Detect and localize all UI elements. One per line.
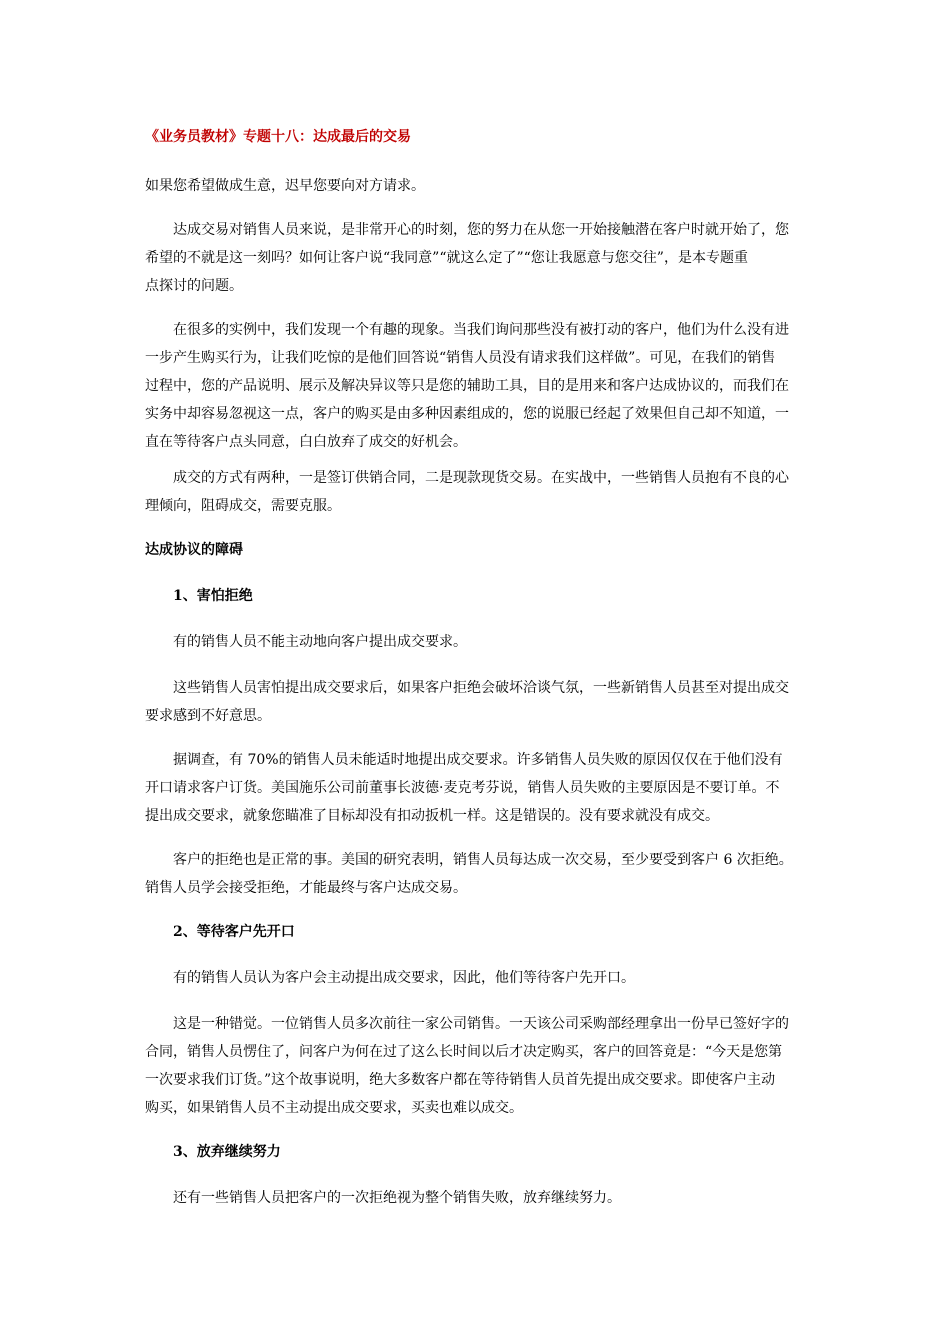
paragraph-line: 客户的拒绝也是正常的事。美国的研究表明，销售人员每达成一次交易，至少要受到客户 6 次拒绝。 [173, 852, 793, 868]
paragraph-line: 一步产生购买行为，让我们吃惊的是他们回答说“销售人员没有请求我们这样做”。可见，在我们的销售 [145, 350, 776, 366]
paragraph-line: 实务中却容易忽视这一点，客户的购买是由多种因素组成的，您的说服已经起了效果但自己却不知道，一 [145, 406, 789, 422]
subheading-3: 3、放弃继续努力 [173, 1144, 281, 1160]
subheading-1: 1、害怕拒绝 [173, 588, 253, 604]
document-title: 《业务员教材》专题十八：达成最后的交易 [145, 129, 411, 145]
paragraph-line: 过程中，您的产品说明、展示及解决异议等只是您的辅助工具，目的是用来和客户达成协议的，而我们在 [145, 378, 789, 394]
paragraph-line: 开口请求客户订货。美国施乐公司前董事长波德·麦克考芬说，销售人员失败的主要原因是不要订单。不 [145, 780, 780, 796]
subheading-2: 2、等待客户先开口 [173, 924, 295, 940]
paragraph-line: 销售人员学会接受拒绝，才能最终与客户达成交易。 [145, 880, 467, 896]
paragraph-line: 直在等待客户点头同意，白白放弃了成交的好机会。 [145, 434, 467, 450]
paragraph-line: 有的销售人员不能主动地向客户提出成交要求。 [173, 634, 467, 650]
paragraph-line: 购买，如果销售人员不主动提出成交要求，买卖也难以成交。 [145, 1100, 523, 1116]
paragraph-line: 在很多的实例中，我们发现一个有趣的现象。当我们询问那些没有被打动的客户，他们为什么没有进 [173, 322, 789, 338]
paragraph-line: 点探讨的问题。 [145, 278, 243, 294]
intro-paragraph: 如果您希望做成生意，迟早您要向对方请求。 [145, 178, 425, 194]
paragraph-line: 有的销售人员认为客户会主动提出成交要求，因此，他们等待客户先开口。 [173, 970, 635, 986]
paragraph-line: 还有一些销售人员把客户的一次拒绝视为整个销售失败，放弃继续努力。 [173, 1190, 621, 1206]
paragraph-line: 要求感到不好意思。 [145, 708, 271, 724]
paragraph-line: 成交的方式有两种，一是签订供销合同，二是现款现货交易。在实战中，一些销售人员抱有不良的心 [173, 470, 789, 486]
paragraph-line: 这是一种错觉。一位销售人员多次前往一家公司销售。一天该公司采购部经理拿出一份早已签好字的 [173, 1016, 789, 1032]
paragraph-line: 提出成交要求，就象您瞄准了目标却没有扣动扳机一样。这是错误的。没有要求就没有成交。 [145, 808, 719, 824]
section-heading: 达成协议的障碍 [145, 542, 243, 558]
paragraph-line: 合同，销售人员愣住了，问客户为何在过了这么长时间以后才决定购买，客户的回答竟是：“今天是您第 [145, 1044, 783, 1060]
paragraph-line: 据调查，有 70%的销售人员未能适时地提出成交要求。许多销售人员失败的原因仅仅在于他们没有 [173, 752, 783, 768]
paragraph-line: 这些销售人员害怕提出成交要求后，如果客户拒绝会破坏洽谈气氛，一些新销售人员甚至对提出成交 [173, 680, 789, 696]
paragraph-line: 达成交易对销售人员来说，是非常开心的时刻，您的努力在从您一开始接触潜在客户时就开始了，您 [173, 222, 789, 238]
paragraph-line: 希望的不就是这一刻吗？如何让客户说“我同意”“就这么定了”“您让我愿意与您交往”，是本专题重 [145, 250, 748, 266]
paragraph-line: 理倾向，阻碍成交，需要克服。 [145, 498, 341, 514]
paragraph-line: 一次要求我们订货。”这个故事说明，绝大多数客户都在等待销售人员首先提出成交要求。即使客户主动 [145, 1072, 776, 1088]
